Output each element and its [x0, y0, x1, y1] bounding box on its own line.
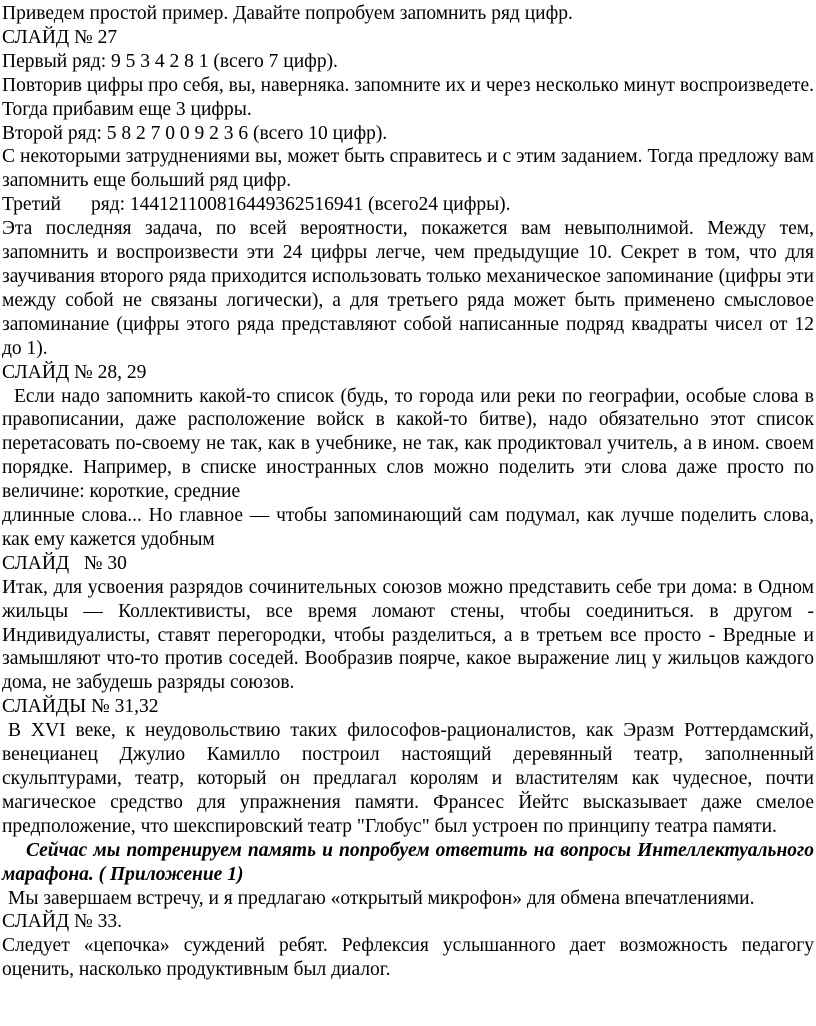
explanation-paragraph: Эта последняя задача, по всей вероятности, покажется вам невыполнимой. Между тем, запомнить и воспроизвести эти 24 цифры легче, чем предыдущие 10. Секрет в том, что для заучивания второго ряда приходится использовать только механическое запоминание (цифры эти между собой не связаны логически), а для третьего ряда может быть применено смысловое запоминание (цифры этого ряда представляют собой написанные подряд квадраты чисел от 12 до 1).	[2, 218, 814, 359]
difficulty-paragraph: С некоторыми затруднениями вы, может быть справитесь и с этим заданием. Тогда предложу вам запомнить еще больший ряд цифр.	[2, 146, 814, 192]
third-row-line	[2, 193, 814, 217]
finish-paragraph-text: Мы завершаем встречу, и я предлагаю «открытый микрофон» для обмена впечатлениями.	[8, 887, 755, 909]
list-paragraph	[2, 385, 814, 505]
marathon-paragraph	[2, 839, 814, 887]
slide-28-29-heading: СЛАЙД № 28, 29	[2, 361, 147, 383]
first-row-line: Первый ряд: 9 5 3 4 2 8 1 (всего 7 цифр).	[2, 50, 338, 72]
list-continuation-paragraph: длинные слова... Но главное — чтобы запоминающий сам подумал, как лучше поделить слова, как ему кажется удобным	[2, 505, 814, 550]
third-row-text: ряд: 144121100816449362516941 (всего24 цифры).	[90, 194, 511, 216]
slide-27-heading: СЛАЙД № 27	[2, 26, 118, 48]
theatre-paragraph-text: В XVI веке, к неудовольствию таких философов-рационалистов, как Эразм Роттердамский, венецианец Джулио Камилло построил настоящий деревянный театр, заполненный скульптурами, театр, который он предлагал королям и властителям как чудесное, почти магическое средство для упражнения памяти. Франсес Йейтс высказывает даже смелое предположение, что шекспировский театр "Глобус" был устроен по принципу театра памяти.	[2, 720, 814, 837]
second-row-line: Второй ряд: 5 8 2 7 0 0 9 2 3 6 (всего 10 цифр).	[2, 122, 388, 144]
slide-31-32-heading: СЛАЙДЫ № 31,32	[2, 696, 159, 718]
slide-33-heading: СЛАЙД № 33.	[2, 911, 122, 933]
theatre-paragraph	[2, 719, 814, 839]
slide-30-heading: СЛАЙД № 30	[2, 552, 127, 574]
intro-paragraph: Приведем простой пример. Давайте попробуем запомнить ряд цифр.	[2, 3, 573, 24]
third-row-label: Третий	[2, 194, 61, 216]
marathon-paragraph-text: Сейчас мы потренируем память и попробуем ответить на вопросы Интеллектуального марафона. ( Приложение 1)	[2, 839, 814, 885]
list-paragraph-text: Если надо запомнить какой-то список (будь, то города или реки по географии, особые слова в правописании, даже расположение войск в какой-то битве), надо обязательно этот список перетасовать по-своему не так, как в учебнике, не так, как продиктовал учитель, а в ином. своем порядке. Например, в списке иностранных слов можно поделить эти слова даже просто по величине: короткие, средние	[2, 385, 814, 503]
finish-paragraph	[2, 887, 814, 911]
reflection-paragraph: Следует «цепочка» суждений ребят. Рефлексия услышанного дает возможность педагогу оценить, насколько продуктивным был диалог.	[2, 935, 814, 981]
houses-paragraph: Итак, для усвоения разрядов сочинительных союзов можно представить себе три дома: в Одном жильцы — Коллективисты, все время ломают стены, чтобы соединиться. в другом - Индивидуалисты, ставят перегородки, чтобы разделиться, а в третьем все просто - Вредные и замышляют что-то против соседей. Вообразив поярче, какое выражение лиц у жильцов каждого дома, не забудешь разряды союзов.	[2, 576, 814, 694]
repeat-paragraph: Повторив цифры про себя, вы, наверняка. запомните их и через несколько минут воспроизведете. Тогда прибавим еще 3 цифры.	[2, 74, 814, 120]
